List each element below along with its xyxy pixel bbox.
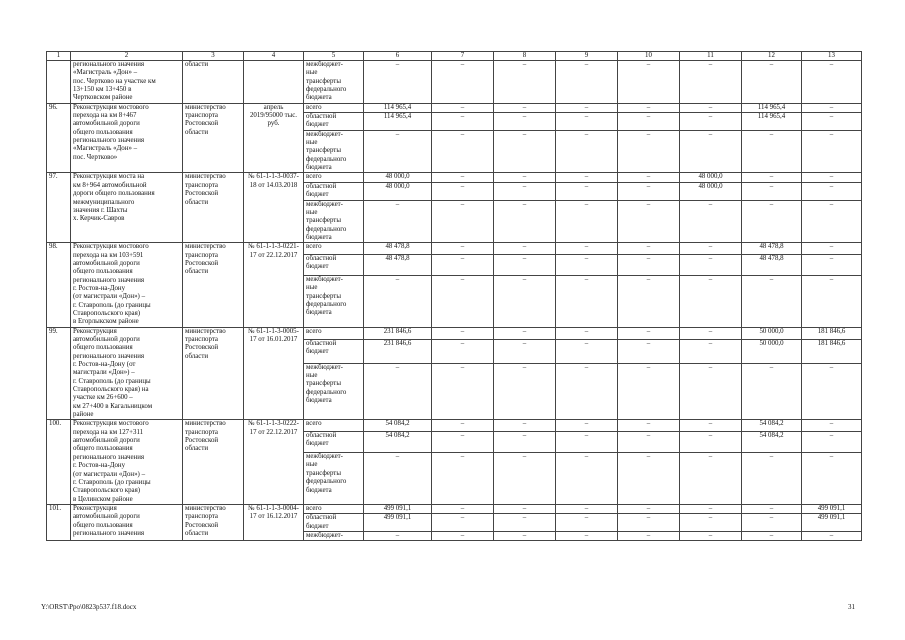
funding-source: межбюджет- ные трансферты федерального бюджета [304, 130, 364, 173]
design-document: № 61-1-1-3-0221- 17 от 22.12.2017 [244, 243, 304, 327]
funding-source: всего [304, 173, 364, 182]
amount-cell: – [742, 130, 802, 173]
row-number: 98. [47, 243, 71, 327]
amount-cell: – [680, 327, 742, 339]
responsible-org: области [183, 61, 244, 104]
amount-cell: – [494, 363, 556, 420]
funding-source: межбюджет- ные трансферты федерального бюджета [304, 275, 364, 327]
design-document: № 61-1-1-3-0005- 17 от 16.01.2017 [244, 327, 304, 420]
amount-cell: – [802, 61, 862, 104]
amount-cell: – [680, 453, 742, 505]
file-path: Y:\ORST\Ppo\0823p537.f18.docx [41, 603, 137, 611]
amount-cell: – [618, 254, 680, 275]
column-header: 4 [244, 52, 304, 61]
amount-cell: – [494, 504, 556, 513]
funding-source: всего [304, 327, 364, 339]
funding-source: межбюджет- ные трансферты федерального бюджета [304, 200, 364, 243]
amount-cell: – [432, 453, 494, 505]
amount-cell: – [802, 254, 862, 275]
amount-cell: – [556, 113, 618, 131]
amount-cell: – [618, 173, 680, 182]
amount-cell: – [556, 182, 618, 200]
amount-cell: – [432, 327, 494, 339]
amount-cell: – [802, 363, 862, 420]
design-document: № 61-1-1-3-0037- 18 от 14.03.2018 [244, 173, 304, 243]
amount-cell: – [742, 182, 802, 200]
amount-cell: – [618, 531, 680, 540]
amount-cell: – [742, 61, 802, 104]
amount-cell: – [494, 103, 556, 112]
amount-cell: 48 478,8 [742, 254, 802, 275]
column-header: 3 [183, 52, 244, 61]
amount-cell: – [432, 61, 494, 104]
row-number: 101. [47, 504, 71, 540]
amount-cell: 48 000,0 [364, 182, 432, 200]
amount-cell: – [802, 200, 862, 243]
amount-cell: – [680, 130, 742, 173]
amount-cell: – [494, 182, 556, 200]
amount-cell: – [494, 243, 556, 254]
column-header: 11 [680, 52, 742, 61]
table-row [47, 61, 862, 104]
table-row [47, 103, 862, 112]
funding-source: всего [304, 504, 364, 513]
amount-cell: 231 846,6 [364, 340, 432, 364]
row-number: 96. [47, 103, 71, 173]
amount-cell: – [618, 275, 680, 327]
amount-cell: – [432, 275, 494, 327]
amount-cell: – [556, 420, 618, 431]
column-header: 1 [47, 52, 71, 61]
amount-cell: – [494, 130, 556, 173]
amount-cell: 499 091,1 [364, 514, 432, 532]
amount-cell: 114 965,4 [364, 103, 432, 112]
amount-cell: – [364, 61, 432, 104]
amount-cell: – [742, 453, 802, 505]
amount-cell: – [364, 130, 432, 173]
amount-cell: 50 000,0 [742, 340, 802, 364]
amount-cell: – [556, 254, 618, 275]
amount-cell: – [432, 254, 494, 275]
funding-source: всего [304, 420, 364, 431]
funding-source: областной бюджет [304, 340, 364, 364]
amount-cell: – [680, 275, 742, 327]
design-document: № 61-1-1-3-0004- 17 от 16.12.2017 [244, 504, 304, 540]
amount-cell: – [556, 200, 618, 243]
responsible-org: министерство транспорта Ростовской области [183, 173, 244, 243]
funding-source: межбюджет- ные трансферты федерального бюджета [304, 61, 364, 104]
amount-cell: – [432, 420, 494, 431]
amount-cell: – [432, 130, 494, 173]
amount-cell: – [742, 200, 802, 243]
amount-cell: – [680, 431, 742, 452]
amount-cell: 114 965,4 [742, 113, 802, 131]
amount-cell: – [618, 431, 680, 452]
amount-cell: – [802, 173, 862, 182]
amount-cell: 48 000,0 [680, 182, 742, 200]
amount-cell: 54 084,2 [742, 431, 802, 452]
amount-cell: – [432, 182, 494, 200]
amount-cell: – [680, 200, 742, 243]
amount-cell: – [618, 327, 680, 339]
amount-cell: – [680, 113, 742, 131]
funding-source: областной бюджет [304, 514, 364, 532]
column-header: 7 [432, 52, 494, 61]
row-number [47, 61, 71, 104]
row-number: 99. [47, 327, 71, 420]
amount-cell: – [432, 200, 494, 243]
amount-cell: – [680, 254, 742, 275]
amount-cell: – [742, 531, 802, 540]
amount-cell: – [494, 431, 556, 452]
amount-cell: – [680, 103, 742, 112]
amount-cell: – [556, 363, 618, 420]
amount-cell: – [432, 173, 494, 182]
amount-cell: 48 478,8 [364, 243, 432, 254]
amount-cell: – [432, 504, 494, 513]
amount-cell: – [618, 514, 680, 532]
column-header: 2 [71, 52, 183, 61]
amount-cell: – [364, 453, 432, 505]
object-name: Реконструкция мостового перехода на км 103+591 автомобильной дороги общего пользования регионального значения г. Ростов-на-Дону (от магистрали «Дон») – г. Ставрополь (до границы Ставропольского края) в Егорлыкском районе [71, 243, 183, 327]
amount-cell: 231 846,6 [364, 327, 432, 339]
amount-cell: – [556, 340, 618, 364]
column-header: 5 [304, 52, 364, 61]
column-header: 8 [494, 52, 556, 61]
table-row [47, 327, 862, 339]
object-name: Реконструкция автомобильной дороги общего пользования регионального значения [71, 504, 183, 540]
amount-cell: – [742, 275, 802, 327]
funding-source: областной бюджет [304, 431, 364, 452]
amount-cell: – [618, 420, 680, 431]
amount-cell: – [618, 182, 680, 200]
responsible-org: министерство транспорта Ростовской области [183, 327, 244, 420]
responsible-org: министерство транспорта Ростовской области [183, 420, 244, 504]
amount-cell: 499 091,1 [802, 504, 862, 513]
page-number: 31 [848, 603, 855, 611]
object-name: регионального значения «Магистраль «Дон» – пос. Чертково на участке км 13+150 км 13+450 в Чертковском районе [71, 61, 183, 104]
amount-cell: – [494, 173, 556, 182]
amount-cell: 50 000,0 [742, 327, 802, 339]
amount-cell: – [618, 130, 680, 173]
column-header: 6 [364, 52, 432, 61]
funding-source: областной бюджет [304, 182, 364, 200]
amount-cell: – [556, 103, 618, 112]
amount-cell: 48 478,8 [364, 254, 432, 275]
row-number: 100. [47, 420, 71, 504]
amount-cell: – [494, 113, 556, 131]
responsible-org: министерство транспорта Ростовской области [183, 103, 244, 173]
design-document: апрель 2019/95000 тыс. руб. [244, 103, 304, 173]
amount-cell: – [556, 504, 618, 513]
amount-cell: 499 091,1 [802, 514, 862, 532]
amount-cell: – [802, 113, 862, 131]
amount-cell: 48 000,0 [364, 173, 432, 182]
amount-cell: 48 478,8 [742, 243, 802, 254]
amount-cell: – [618, 363, 680, 420]
funding-source: областной бюджет [304, 254, 364, 275]
amount-cell: – [556, 173, 618, 182]
column-header: 9 [556, 52, 618, 61]
amount-cell: – [680, 504, 742, 513]
amount-cell: – [556, 453, 618, 505]
amount-cell: – [802, 420, 862, 431]
amount-cell: – [494, 254, 556, 275]
amount-cell: – [802, 182, 862, 200]
object-name: Реконструкция мостового перехода на км 127+311 автомобильной дороги общего пользования регионального значения г. Ростов-на-Дону (от магистрали «Дон») – г. Ставрополь (до границы Ставропольского края) в Целинском районе [71, 420, 183, 504]
table-body [47, 52, 862, 541]
amount-cell: – [618, 243, 680, 254]
amount-cell: – [742, 514, 802, 532]
amount-cell: 499 091,1 [364, 504, 432, 513]
amount-cell: – [364, 363, 432, 420]
table-row [47, 420, 862, 431]
object-name: Реконструкция автомобильной дороги общего пользования регионального значения г. Ростов-на-Дону (от магистрали «Дон») – г. Ставрополь (до границы Ставропольского края) на участке км 26+600 – км 27+400 в Кагальницком районе [71, 327, 183, 420]
responsible-org: министерство транспорта Ростовской области [183, 504, 244, 540]
amount-cell: – [494, 514, 556, 532]
amount-cell: – [494, 340, 556, 364]
amount-cell: 181 846,6 [802, 327, 862, 339]
amount-cell: 114 965,4 [364, 113, 432, 131]
table-row [47, 504, 862, 513]
amount-cell: – [364, 200, 432, 243]
column-header: 13 [802, 52, 862, 61]
amount-cell: – [680, 340, 742, 364]
amount-cell: – [556, 514, 618, 532]
amount-cell: – [618, 340, 680, 364]
funding-source: межбюджет- ные трансферты федерального бюджета [304, 453, 364, 505]
amount-cell: 54 084,2 [364, 420, 432, 431]
amount-cell: – [432, 531, 494, 540]
amount-cell: – [680, 243, 742, 254]
amount-cell: – [432, 514, 494, 532]
table-row [47, 173, 862, 182]
amount-cell: – [556, 327, 618, 339]
amount-cell: – [742, 504, 802, 513]
amount-cell: – [802, 243, 862, 254]
amount-cell: – [364, 275, 432, 327]
amount-cell: – [556, 431, 618, 452]
amount-cell: – [680, 363, 742, 420]
amount-cell: – [494, 61, 556, 104]
amount-cell: – [802, 103, 862, 112]
amount-cell: – [556, 531, 618, 540]
amount-cell: – [680, 61, 742, 104]
amount-cell: – [494, 420, 556, 431]
responsible-org: министерство транспорта Ростовской области [183, 243, 244, 327]
amount-cell: – [432, 340, 494, 364]
amount-cell: – [494, 327, 556, 339]
amount-cell: – [680, 531, 742, 540]
funding-source: всего [304, 243, 364, 254]
amount-cell: – [556, 61, 618, 104]
design-document: № 61-1-1-3-0222- 17 от 22.12.2017 [244, 420, 304, 504]
amount-cell: 54 084,2 [742, 420, 802, 431]
amount-cell: 54 084,2 [364, 431, 432, 452]
amount-cell: – [680, 514, 742, 532]
amount-cell: – [432, 363, 494, 420]
budget-table [46, 51, 862, 541]
column-header: 10 [618, 52, 680, 61]
amount-cell: – [680, 420, 742, 431]
amount-cell: – [494, 453, 556, 505]
amount-cell: 114 965,4 [742, 103, 802, 112]
amount-cell: – [556, 275, 618, 327]
amount-cell: – [802, 130, 862, 173]
funding-source: межбюджет- ные трансферты федерального бюджета [304, 363, 364, 420]
amount-cell: – [494, 200, 556, 243]
amount-cell: – [494, 275, 556, 327]
amount-cell: 181 846,6 [802, 340, 862, 364]
object-name: Реконструкция моста на км 8+964 автомобильной дороги общего пользования межмуниципального значения г. Шахты х. Керчик-Савров [71, 173, 183, 243]
amount-cell: – [802, 275, 862, 327]
table-row [47, 243, 862, 254]
amount-cell: – [556, 243, 618, 254]
amount-cell: – [432, 113, 494, 131]
funding-source: межбюджет- [304, 531, 364, 540]
amount-cell: – [432, 103, 494, 112]
amount-cell: – [618, 61, 680, 104]
amount-cell: – [618, 113, 680, 131]
amount-cell: – [802, 531, 862, 540]
amount-cell: – [494, 531, 556, 540]
amount-cell: – [556, 130, 618, 173]
funding-source: всего [304, 103, 364, 112]
amount-cell: – [742, 363, 802, 420]
amount-cell: – [618, 453, 680, 505]
amount-cell: – [618, 103, 680, 112]
amount-cell: – [364, 531, 432, 540]
amount-cell: 48 000,0 [680, 173, 742, 182]
column-number-row [47, 52, 862, 61]
amount-cell: – [618, 200, 680, 243]
amount-cell: – [618, 504, 680, 513]
column-header: 12 [742, 52, 802, 61]
design-document [244, 61, 304, 104]
amount-cell: – [742, 173, 802, 182]
row-number: 97. [47, 173, 71, 243]
amount-cell: – [802, 453, 862, 505]
amount-cell: – [432, 431, 494, 452]
amount-cell: – [802, 431, 862, 452]
funding-source: областной бюджет [304, 113, 364, 131]
object-name: Реконструкция мостового перехода на км 8+467 автомобильной дороги общего пользования регионального значения «Магистраль «Дон» – пос. Чертково» [71, 103, 183, 173]
amount-cell: – [432, 243, 494, 254]
